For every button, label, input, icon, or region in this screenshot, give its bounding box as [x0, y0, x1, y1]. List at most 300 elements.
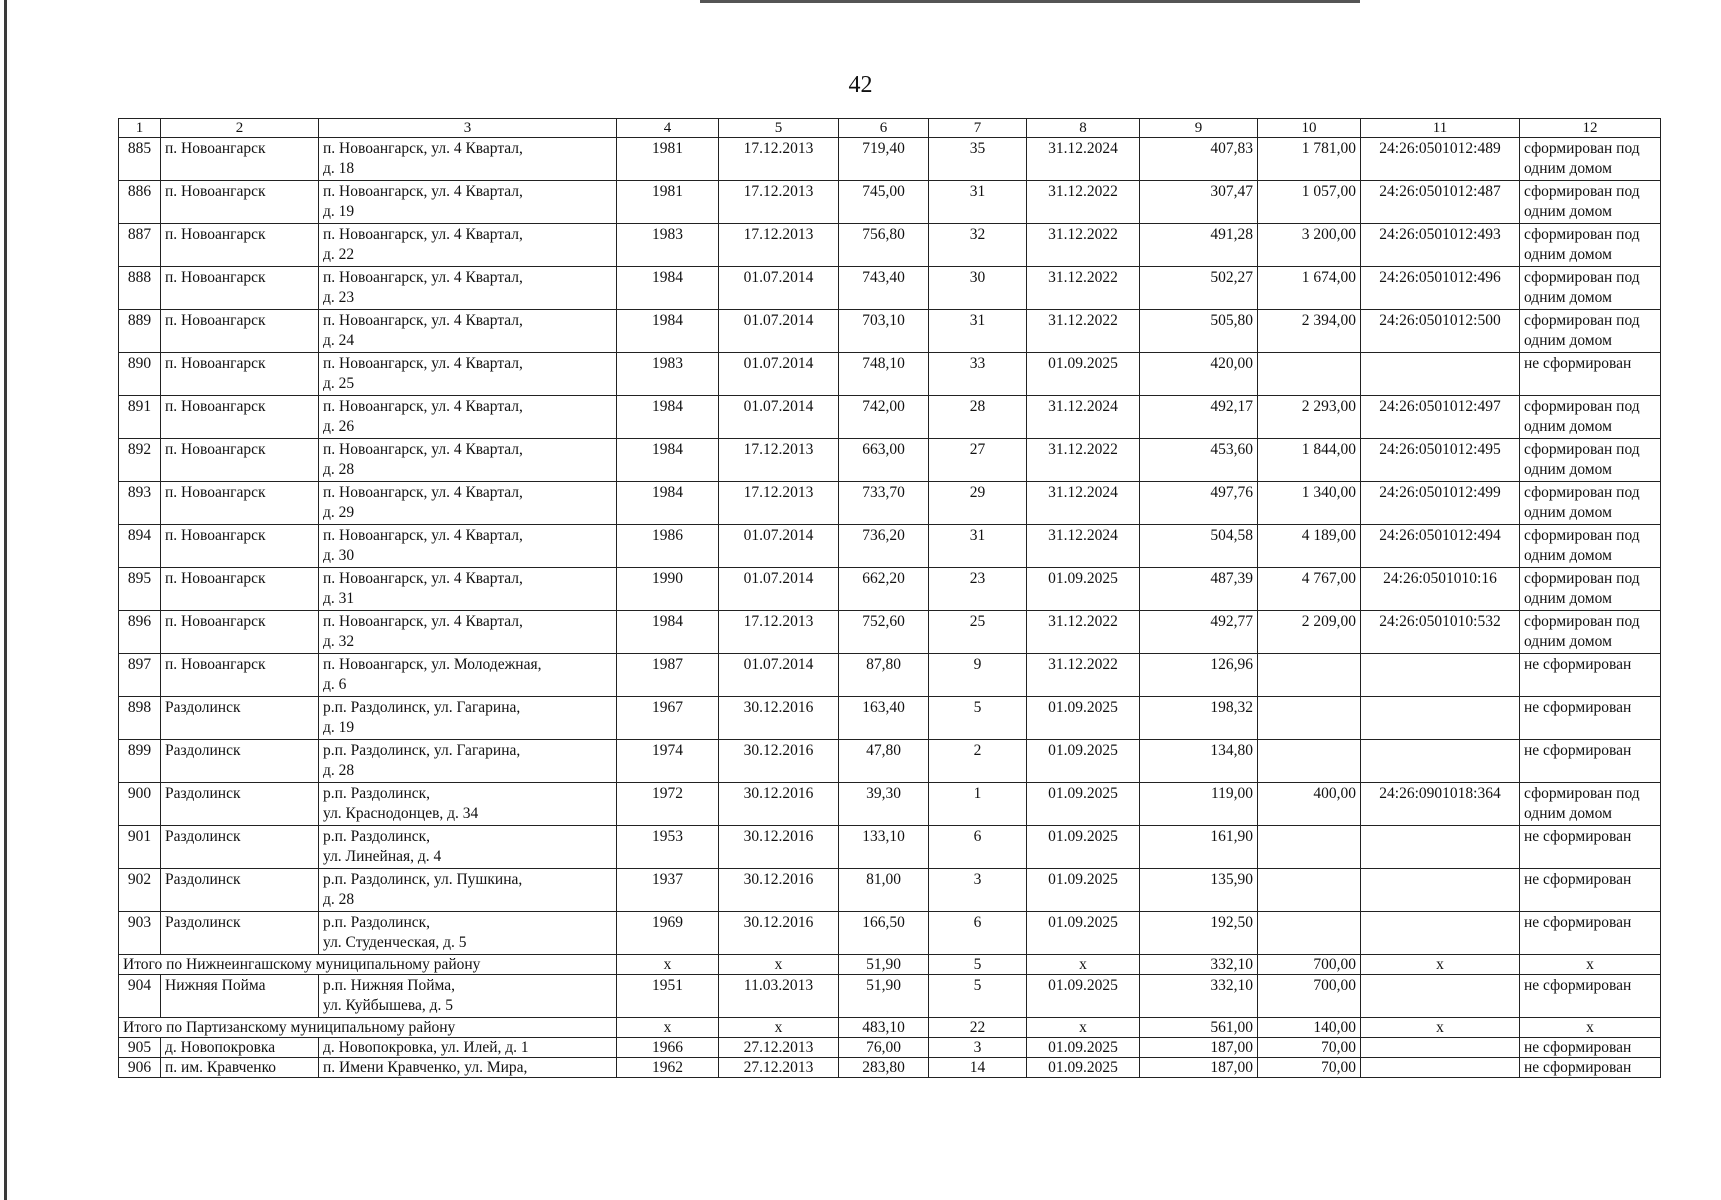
area-cell: 745,00	[839, 181, 929, 224]
address-cell	[319, 310, 617, 353]
year-cell: 1981	[617, 138, 719, 181]
row-number: 894	[119, 525, 161, 568]
address-cell-line2: д. 30	[323, 547, 355, 564]
land-status-cell-line2: одним домом	[1524, 289, 1612, 306]
land-status-cell-line1: сформирован под	[1524, 269, 1640, 286]
settlement-cell: п. Новоангарск	[161, 396, 319, 439]
value-cell-10: 1 844,00	[1258, 439, 1361, 482]
value-cell-9: 487,39	[1140, 568, 1258, 611]
table-row	[119, 439, 1661, 482]
cadastral-number-cell: 24:26:0501012:496	[1361, 267, 1520, 310]
address-cell-line1: р.п. Раздолинск, ул. Пушкина,	[323, 871, 523, 888]
deadline-cell: 31.12.2022	[1027, 224, 1140, 267]
settlement-cell: Раздолинск	[161, 740, 319, 783]
year-cell: 1953	[617, 826, 719, 869]
col-number: 9	[1140, 119, 1258, 138]
row-number: 903	[119, 912, 161, 955]
address-cell-line2: ул. Краснодонцев, д. 34	[323, 805, 479, 822]
value-cell-10: 1 340,00	[1258, 482, 1361, 525]
settlement-cell: п. Новоангарск	[161, 611, 319, 654]
land-status-cell-line1: не сформирован	[1524, 699, 1632, 716]
value-cell-10: 4 767,00	[1258, 568, 1361, 611]
address-cell	[319, 654, 617, 697]
value-cell-9: 187,00	[1140, 1058, 1258, 1078]
date-cell: 17.12.2013	[719, 224, 839, 267]
area-cell: 662,20	[839, 568, 929, 611]
address-cell	[319, 482, 617, 525]
value-cell-10: 400,00	[1258, 783, 1361, 826]
row-number: 886	[119, 181, 161, 224]
value-cell-10: 1 057,00	[1258, 181, 1361, 224]
table-row	[119, 181, 1661, 224]
value-cell-10: 1 674,00	[1258, 267, 1361, 310]
date-cell: 27.12.2013	[719, 1038, 839, 1058]
scan-top-marks	[700, 0, 1360, 3]
address-cell-line2: д. 24	[323, 332, 355, 349]
land-status-cell: не сформирован	[1520, 1058, 1661, 1078]
col-number: 2	[161, 119, 319, 138]
land-status-cell	[1520, 181, 1661, 224]
address-cell-line1: р.п. Раздолинск,	[323, 914, 431, 931]
land-status-cell-line1: не сформирован	[1524, 977, 1632, 994]
cadastral-number-cell	[1361, 697, 1520, 740]
row-number: 887	[119, 224, 161, 267]
residents-cell: 14	[929, 1058, 1027, 1078]
value-cell-9: 492,77	[1140, 611, 1258, 654]
residents-cell: 6	[929, 826, 1027, 869]
address-cell-line2: д. 18	[323, 160, 355, 177]
deadline-cell: 31.12.2024	[1027, 396, 1140, 439]
land-status-cell	[1520, 783, 1661, 826]
address-cell	[319, 396, 617, 439]
cadastral-number-cell: 24:26:0501012:494	[1361, 525, 1520, 568]
date-cell: 30.12.2016	[719, 740, 839, 783]
total-cadastral: x	[1361, 955, 1520, 975]
settlement-cell: Нижняя Пойма	[161, 975, 319, 1018]
deadline-cell: 01.09.2025	[1027, 1058, 1140, 1078]
value-cell-9: 307,47	[1140, 181, 1258, 224]
area-cell: 733,70	[839, 482, 929, 525]
deadline-cell: 31.12.2024	[1027, 525, 1140, 568]
total-status: x	[1520, 955, 1661, 975]
value-cell-9: 192,50	[1140, 912, 1258, 955]
address-cell	[319, 826, 617, 869]
value-cell-10: 2 394,00	[1258, 310, 1361, 353]
table-row	[119, 912, 1661, 955]
cadastral-number-cell	[1361, 826, 1520, 869]
residents-cell: 31	[929, 181, 1027, 224]
date-cell: 30.12.2016	[719, 826, 839, 869]
year-cell: 1969	[617, 912, 719, 955]
year-cell: 1984	[617, 611, 719, 654]
value-cell-9: 332,10	[1140, 975, 1258, 1018]
residents-cell: 32	[929, 224, 1027, 267]
land-status-cell-line2: одним домом	[1524, 160, 1612, 177]
col-number: 3	[319, 119, 617, 138]
value-cell-9: 407,83	[1140, 138, 1258, 181]
address-cell: п. Имени Кравченко, ул. Мира,	[319, 1058, 617, 1078]
deadline-cell: 01.09.2025	[1027, 826, 1140, 869]
deadline-cell: 01.09.2025	[1027, 869, 1140, 912]
residents-cell: 5	[929, 975, 1027, 1018]
total-date: x	[719, 955, 839, 975]
row-number: 905	[119, 1038, 161, 1058]
residents-cell: 6	[929, 912, 1027, 955]
land-status-cell-line1: сформирован под	[1524, 613, 1640, 630]
address-cell-line2: ул. Студенческая, д. 5	[323, 934, 467, 951]
residents-cell: 35	[929, 138, 1027, 181]
value-cell-10	[1258, 826, 1361, 869]
year-cell: 1951	[617, 975, 719, 1018]
year-cell: 1983	[617, 353, 719, 396]
cadastral-number-cell	[1361, 869, 1520, 912]
settlement-cell: п. Новоангарск	[161, 181, 319, 224]
cadastral-number-cell	[1361, 1038, 1520, 1058]
address-cell-line2: ул. Линейная, д. 4	[323, 848, 442, 865]
value-cell-9: 187,00	[1140, 1038, 1258, 1058]
col-number: 10	[1258, 119, 1361, 138]
address-cell	[319, 697, 617, 740]
settlement-cell: п. Новоангарск	[161, 310, 319, 353]
settlement-cell: Раздолинск	[161, 912, 319, 955]
table-row	[119, 138, 1661, 181]
area-cell: 748,10	[839, 353, 929, 396]
scan-edge-line	[4, 0, 7, 1200]
cadastral-number-cell: 24:26:0501012:500	[1361, 310, 1520, 353]
address-cell-line1: п. Новоангарск, ул. 4 Квартал,	[323, 484, 523, 501]
date-cell: 17.12.2013	[719, 181, 839, 224]
cadastral-number-cell	[1361, 654, 1520, 697]
address-cell-line1: п. Новоангарск, ул. 4 Квартал,	[323, 226, 523, 243]
value-cell-10	[1258, 869, 1361, 912]
settlement-cell: п. Новоангарск	[161, 224, 319, 267]
area-cell: 166,50	[839, 912, 929, 955]
row-number: 901	[119, 826, 161, 869]
land-status-cell-line1: сформирован под	[1524, 570, 1640, 587]
address-cell-line2: д. 32	[323, 633, 355, 650]
cadastral-number-cell	[1361, 1058, 1520, 1078]
land-status-cell-line1: сформирован под	[1524, 785, 1640, 802]
address-cell-line2: д. 29	[323, 504, 355, 521]
residents-cell: 31	[929, 525, 1027, 568]
row-number: 889	[119, 310, 161, 353]
area-cell: 756,80	[839, 224, 929, 267]
land-status-cell-line1: сформирован под	[1524, 140, 1640, 157]
settlement-cell: п. Новоангарск	[161, 439, 319, 482]
settlement-cell: д. Новопокровка	[161, 1038, 319, 1058]
date-cell: 30.12.2016	[719, 697, 839, 740]
table-row	[119, 611, 1661, 654]
address-cell-line1: р.п. Раздолинск, ул. Гагарина,	[323, 699, 521, 716]
row-number: 904	[119, 975, 161, 1018]
area-cell: 51,90	[839, 975, 929, 1018]
settlement-cell: Раздолинск	[161, 826, 319, 869]
settlement-cell: п. Новоангарск	[161, 482, 319, 525]
table-row	[119, 353, 1661, 396]
address-cell-line1: р.п. Раздолинск,	[323, 828, 431, 845]
col-number: 1	[119, 119, 161, 138]
cadastral-number-cell: 24:26:0901018:364	[1361, 783, 1520, 826]
year-cell: 1981	[617, 181, 719, 224]
cadastral-number-cell: 24:26:0501012:499	[1361, 482, 1520, 525]
land-status-cell	[1520, 267, 1661, 310]
land-status-cell	[1520, 138, 1661, 181]
total-cadastral: x	[1361, 1018, 1520, 1038]
row-number: 893	[119, 482, 161, 525]
land-status-cell-line2: одним домом	[1524, 332, 1612, 349]
land-status-cell-line2: одним домом	[1524, 246, 1612, 263]
row-number: 888	[119, 267, 161, 310]
land-status-cell-line1: сформирован под	[1524, 398, 1640, 415]
address-cell-line1: п. Новоангарск, ул. 4 Квартал,	[323, 570, 523, 587]
table-row	[119, 482, 1661, 525]
date-cell: 17.12.2013	[719, 482, 839, 525]
table-row	[119, 740, 1661, 783]
table-row	[119, 1038, 1661, 1058]
address-cell	[319, 869, 617, 912]
area-cell: 719,40	[839, 138, 929, 181]
address-cell-line1: п. Новоангарск, ул. 4 Квартал,	[323, 183, 523, 200]
value-cell-10: 70,00	[1258, 1038, 1361, 1058]
address-cell	[319, 912, 617, 955]
land-status-cell-line1: сформирован под	[1524, 527, 1640, 544]
area-cell: 743,40	[839, 267, 929, 310]
cadastral-number-cell	[1361, 975, 1520, 1018]
address-cell-line2: д. 22	[323, 246, 355, 263]
cadastral-number-cell: 24:26:0501012:497	[1361, 396, 1520, 439]
year-cell: 1987	[617, 654, 719, 697]
total-area: 51,90	[839, 955, 929, 975]
land-status-cell	[1520, 353, 1661, 396]
date-cell: 01.07.2014	[719, 525, 839, 568]
land-status-cell-line1: не сформирован	[1524, 355, 1632, 372]
deadline-cell: 31.12.2022	[1027, 654, 1140, 697]
page-number: 42	[848, 72, 873, 98]
date-cell: 17.12.2013	[719, 439, 839, 482]
cadastral-number-cell	[1361, 740, 1520, 783]
land-status-cell	[1520, 525, 1661, 568]
total-year: x	[617, 1018, 719, 1038]
settlement-cell: п. Новоангарск	[161, 525, 319, 568]
value-cell-9: 126,96	[1140, 654, 1258, 697]
land-status-cell	[1520, 975, 1661, 1018]
total-value-9: 332,10	[1140, 955, 1258, 975]
date-cell: 17.12.2013	[719, 138, 839, 181]
value-cell-9: 453,60	[1140, 439, 1258, 482]
row-number: 899	[119, 740, 161, 783]
row-number: 891	[119, 396, 161, 439]
land-status-cell-line1: не сформирован	[1524, 828, 1632, 845]
table-row	[119, 697, 1661, 740]
value-cell-9: 134,80	[1140, 740, 1258, 783]
date-cell: 01.07.2014	[719, 310, 839, 353]
cadastral-number-cell	[1361, 353, 1520, 396]
deadline-cell: 01.09.2025	[1027, 912, 1140, 955]
address-cell-line2: д. 28	[323, 762, 355, 779]
deadline-cell: 01.09.2025	[1027, 740, 1140, 783]
residents-cell: 1	[929, 783, 1027, 826]
value-cell-9: 505,80	[1140, 310, 1258, 353]
land-status-cell-line1: не сформирован	[1524, 742, 1632, 759]
residents-cell: 9	[929, 654, 1027, 697]
row-number: 898	[119, 697, 161, 740]
district-total-row	[119, 1018, 1661, 1038]
deadline-cell: 01.09.2025	[1027, 568, 1140, 611]
address-cell-line2: д. 31	[323, 590, 355, 607]
address-cell-line1: п. Новоангарск, ул. 4 Квартал,	[323, 312, 523, 329]
cadastral-number-cell: 24:26:0501012:493	[1361, 224, 1520, 267]
date-cell: 01.07.2014	[719, 396, 839, 439]
total-residents: 22	[929, 1018, 1027, 1038]
land-status-cell-line2: одним домом	[1524, 203, 1612, 220]
land-status-cell-line1: сформирован под	[1524, 441, 1640, 458]
date-cell: 17.12.2013	[719, 611, 839, 654]
total-deadline: x	[1027, 1018, 1140, 1038]
year-cell: 1972	[617, 783, 719, 826]
col-number: 4	[617, 119, 719, 138]
address-cell	[319, 439, 617, 482]
col-number: 6	[839, 119, 929, 138]
area-cell: 133,10	[839, 826, 929, 869]
land-status-cell-line1: не сформирован	[1524, 871, 1632, 888]
value-cell-9: 119,00	[1140, 783, 1258, 826]
area-cell: 87,80	[839, 654, 929, 697]
total-status: x	[1520, 1018, 1661, 1038]
row-number: 892	[119, 439, 161, 482]
row-number: 897	[119, 654, 161, 697]
land-status-cell-line1: сформирован под	[1524, 484, 1640, 501]
residents-cell: 3	[929, 869, 1027, 912]
cadastral-number-cell: 24:26:0501012:495	[1361, 439, 1520, 482]
residents-cell: 28	[929, 396, 1027, 439]
address-cell	[319, 224, 617, 267]
address-cell-line2: д. 25	[323, 375, 355, 392]
value-cell-9: 135,90	[1140, 869, 1258, 912]
area-cell: 663,00	[839, 439, 929, 482]
year-cell: 1984	[617, 310, 719, 353]
district-total-label: Итого по Нижнеингашскому муниципальному району	[119, 955, 617, 975]
land-status-cell-line2: одним домом	[1524, 805, 1612, 822]
value-cell-10: 3 200,00	[1258, 224, 1361, 267]
land-status-cell	[1520, 310, 1661, 353]
land-status-cell-line1: сформирован под	[1524, 226, 1640, 243]
value-cell-10: 4 189,00	[1258, 525, 1361, 568]
cadastral-number-cell: 24:26:0501010:532	[1361, 611, 1520, 654]
address-cell-line2: д. 28	[323, 891, 355, 908]
address-cell	[319, 353, 617, 396]
date-cell: 30.12.2016	[719, 783, 839, 826]
value-cell-10: 700,00	[1258, 975, 1361, 1018]
value-cell-10	[1258, 740, 1361, 783]
table-row	[119, 975, 1661, 1018]
land-status-cell	[1520, 697, 1661, 740]
total-value-10: 140,00	[1258, 1018, 1361, 1038]
land-status-cell	[1520, 568, 1661, 611]
value-cell-10: 2 209,00	[1258, 611, 1361, 654]
value-cell-9: 420,00	[1140, 353, 1258, 396]
land-status-cell-line2: одним домом	[1524, 633, 1612, 650]
value-cell-9: 502,27	[1140, 267, 1258, 310]
address-cell	[319, 181, 617, 224]
year-cell: 1937	[617, 869, 719, 912]
value-cell-10: 2 293,00	[1258, 396, 1361, 439]
residents-cell: 25	[929, 611, 1027, 654]
table-row	[119, 396, 1661, 439]
year-cell: 1984	[617, 482, 719, 525]
address-cell	[319, 783, 617, 826]
settlement-cell: п. Новоангарск	[161, 568, 319, 611]
land-status-cell	[1520, 912, 1661, 955]
address-cell-line1: п. Новоангарск, ул. 4 Квартал,	[323, 398, 523, 415]
total-area: 483,10	[839, 1018, 929, 1038]
area-cell: 81,00	[839, 869, 929, 912]
row-number: 906	[119, 1058, 161, 1078]
value-cell-9: 492,17	[1140, 396, 1258, 439]
address-cell-line1: п. Новоангарск, ул. 4 Квартал,	[323, 441, 523, 458]
cadastral-number-cell	[1361, 912, 1520, 955]
row-number: 890	[119, 353, 161, 396]
residents-cell: 27	[929, 439, 1027, 482]
year-cell: 1990	[617, 568, 719, 611]
address-cell-line2: д. 19	[323, 719, 355, 736]
land-status-cell	[1520, 396, 1661, 439]
address-cell-line1: п. Новоангарск, ул. Молодежная,	[323, 656, 542, 673]
date-cell: 30.12.2016	[719, 912, 839, 955]
table-row	[119, 224, 1661, 267]
address-cell-line1: п. Новоангарск, ул. 4 Квартал,	[323, 527, 523, 544]
deadline-cell: 01.09.2025	[1027, 1038, 1140, 1058]
deadline-cell: 31.12.2024	[1027, 138, 1140, 181]
area-cell: 39,30	[839, 783, 929, 826]
value-cell-10	[1258, 912, 1361, 955]
land-status-cell	[1520, 654, 1661, 697]
year-cell: 1962	[617, 1058, 719, 1078]
year-cell: 1986	[617, 525, 719, 568]
residents-cell: 5	[929, 697, 1027, 740]
residents-cell: 29	[929, 482, 1027, 525]
land-status-cell	[1520, 439, 1661, 482]
table-row	[119, 267, 1661, 310]
land-status-cell-line2: одним домом	[1524, 547, 1612, 564]
table-row	[119, 654, 1661, 697]
deadline-cell: 31.12.2022	[1027, 181, 1140, 224]
land-status-cell	[1520, 482, 1661, 525]
address-cell-line1: п. Новоангарск, ул. 4 Квартал,	[323, 355, 523, 372]
address-cell-line1: р.п. Раздолинск,	[323, 785, 431, 802]
land-status-cell	[1520, 869, 1661, 912]
residents-cell: 2	[929, 740, 1027, 783]
table-row	[119, 869, 1661, 912]
year-cell: 1984	[617, 267, 719, 310]
address-cell	[319, 138, 617, 181]
address-cell-line2: д. 28	[323, 461, 355, 478]
table-row	[119, 568, 1661, 611]
col-number: 5	[719, 119, 839, 138]
residents-cell: 30	[929, 267, 1027, 310]
deadline-cell: 01.09.2025	[1027, 975, 1140, 1018]
area-cell: 742,00	[839, 396, 929, 439]
value-cell-9: 198,32	[1140, 697, 1258, 740]
land-status-cell	[1520, 611, 1661, 654]
cadastral-number-cell: 24:26:0501010:16	[1361, 568, 1520, 611]
address-cell-line2: д. 19	[323, 203, 355, 220]
land-status-cell-line1: не сформирован	[1524, 656, 1632, 673]
land-status-cell	[1520, 740, 1661, 783]
table-row	[119, 1058, 1661, 1078]
residents-cell: 3	[929, 1038, 1027, 1058]
land-status-cell	[1520, 826, 1661, 869]
value-cell-10	[1258, 353, 1361, 396]
